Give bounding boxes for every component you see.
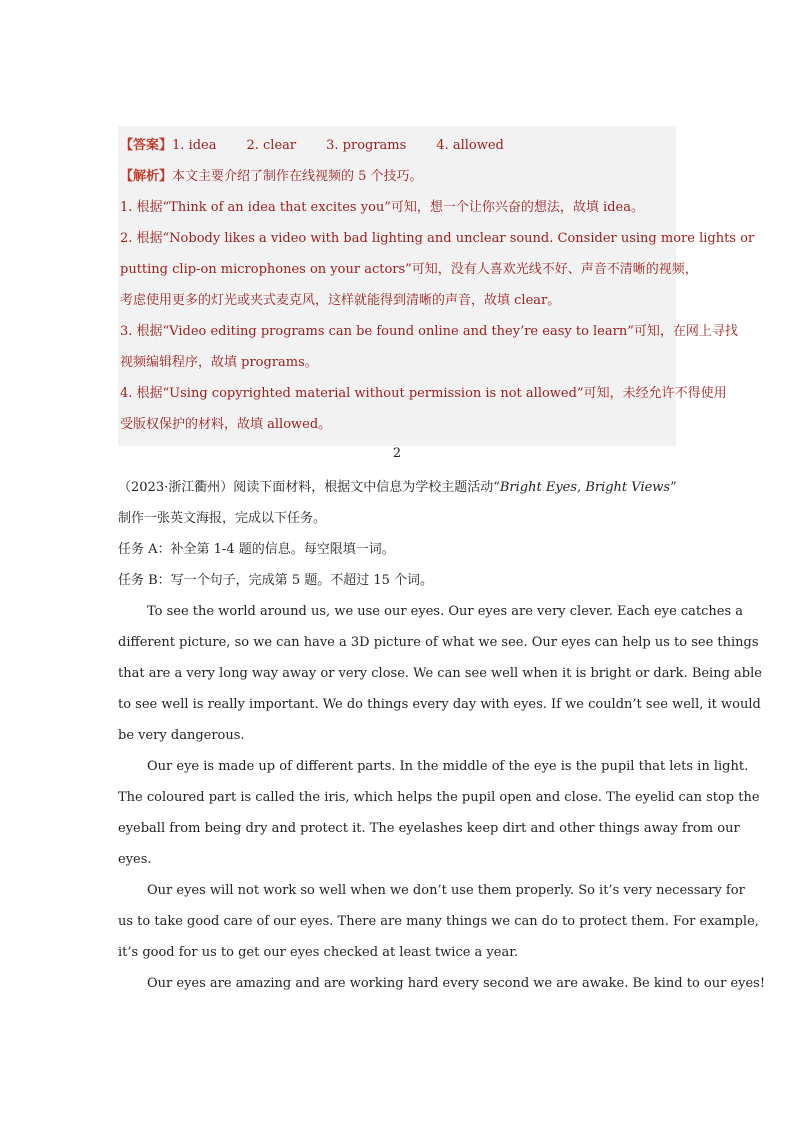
- passage-paragraph-4: [118, 968, 766, 999]
- task-b: 任务 B：写一个句子，完成第 5 题。不超过 15 个词。: [118, 573, 434, 588]
- passage-line: Our eye is made up of different parts. In the middle of the eye is the pupil that lets in light.: [147, 759, 749, 774]
- answer-line: [118, 130, 676, 161]
- analysis-tag: 【解析】: [120, 169, 173, 184]
- analysis-line: 1. 根据“Think of an idea that excites you”可知，想一个让你兴奋的想法，故填 idea。: [120, 200, 644, 215]
- passage-line: to see well is really important. We do things every day with eyes. If we couldn’t see well, it would: [118, 697, 761, 712]
- question-number: 2: [392, 446, 402, 461]
- analysis-intro: 本文主要介绍了制作在线视频的 5 个技巧。: [172, 169, 423, 184]
- answer-item-1: 1. idea: [172, 138, 217, 153]
- task-a: 任务 A：补全第 1-4 题的信息。每空限填一词。: [118, 542, 395, 557]
- passage-line: Our eyes will not work so well when we don’t use them properly. So it’s very necessary for: [147, 883, 745, 898]
- analysis-line: 3. 根据“Video editing programs can be found online and they’re easy to learn”可知，在网上寻找: [120, 324, 738, 339]
- passage-line: that are a very long way away or very close. We can see well when it is bright or dark. Being able: [118, 666, 762, 681]
- passage-line: To see the world around us, we use our eyes. Our eyes are very clever. Each eye catches a: [147, 604, 744, 619]
- passage-line: different picture, so we can have a 3D picture of what we see. Our eyes can help us to see things: [118, 635, 759, 650]
- answer-item-3: 3. programs: [326, 138, 407, 153]
- analysis-line: 4. 根据“Using copyrighted material without permission is not allowed”可知，未经允许不得使用: [120, 386, 727, 401]
- analysis-line: 考虑使用更多的灯光或夹式麦克风，这样就能得到清晰的声音，故填 clear。: [120, 293, 561, 308]
- analysis-intro-line: [118, 161, 676, 192]
- question-intro-line2: 制作一张英文海报，完成以下任务。: [118, 511, 327, 526]
- passage-paragraph-3: [118, 875, 759, 968]
- question-intro: （2023·浙江衢州）阅读下面材料，根据文中信息为学校主题活动“Bright Eyes, Bright Views”: [118, 480, 677, 495]
- passage-paragraph-1: [118, 596, 762, 751]
- question-content: [118, 472, 766, 999]
- analysis-line: 受版权保护的材料，故填 allowed。: [120, 417, 332, 432]
- passage-line: eyeball from being dry and protect it. The eyelashes keep dirt and other things away from our: [118, 821, 740, 836]
- analysis-line: 视频编辑程序，故填 programs。: [120, 355, 318, 370]
- answer-item-2: 2. clear: [246, 138, 297, 153]
- passage-line: it’s good for us to get our eyes checked at least twice a year.: [118, 945, 519, 960]
- answer-item-4: 4. allowed: [436, 138, 504, 153]
- passage-paragraph-2: [118, 751, 760, 875]
- passage-line: The coloured part is called the iris, which helps the pupil open and close. The eyelid can stop the: [118, 790, 760, 805]
- theme-title: Bright Eyes, Bright Views: [499, 480, 671, 495]
- passage-line: eyes.: [118, 852, 152, 867]
- passage-line: Our eyes are amazing and are working hard every second we are awake. Be kind to our eyes!: [147, 976, 766, 991]
- answer-analysis-box: [118, 126, 755, 446]
- answer-tag: 【答案】: [120, 138, 173, 153]
- passage-line: us to take good care of our eyes. There are many things we can do to protect them. For example,: [118, 914, 759, 929]
- passage-line: be very dangerous.: [118, 728, 245, 743]
- analysis-line: putting clip-on microphones on your actors”可知，没有人喜欢光线不好、声音不清晰的视频，: [120, 262, 698, 277]
- analysis-line: 2. 根据“Nobody likes a video with bad lighting and unclear sound. Consider using more lights or: [120, 231, 755, 246]
